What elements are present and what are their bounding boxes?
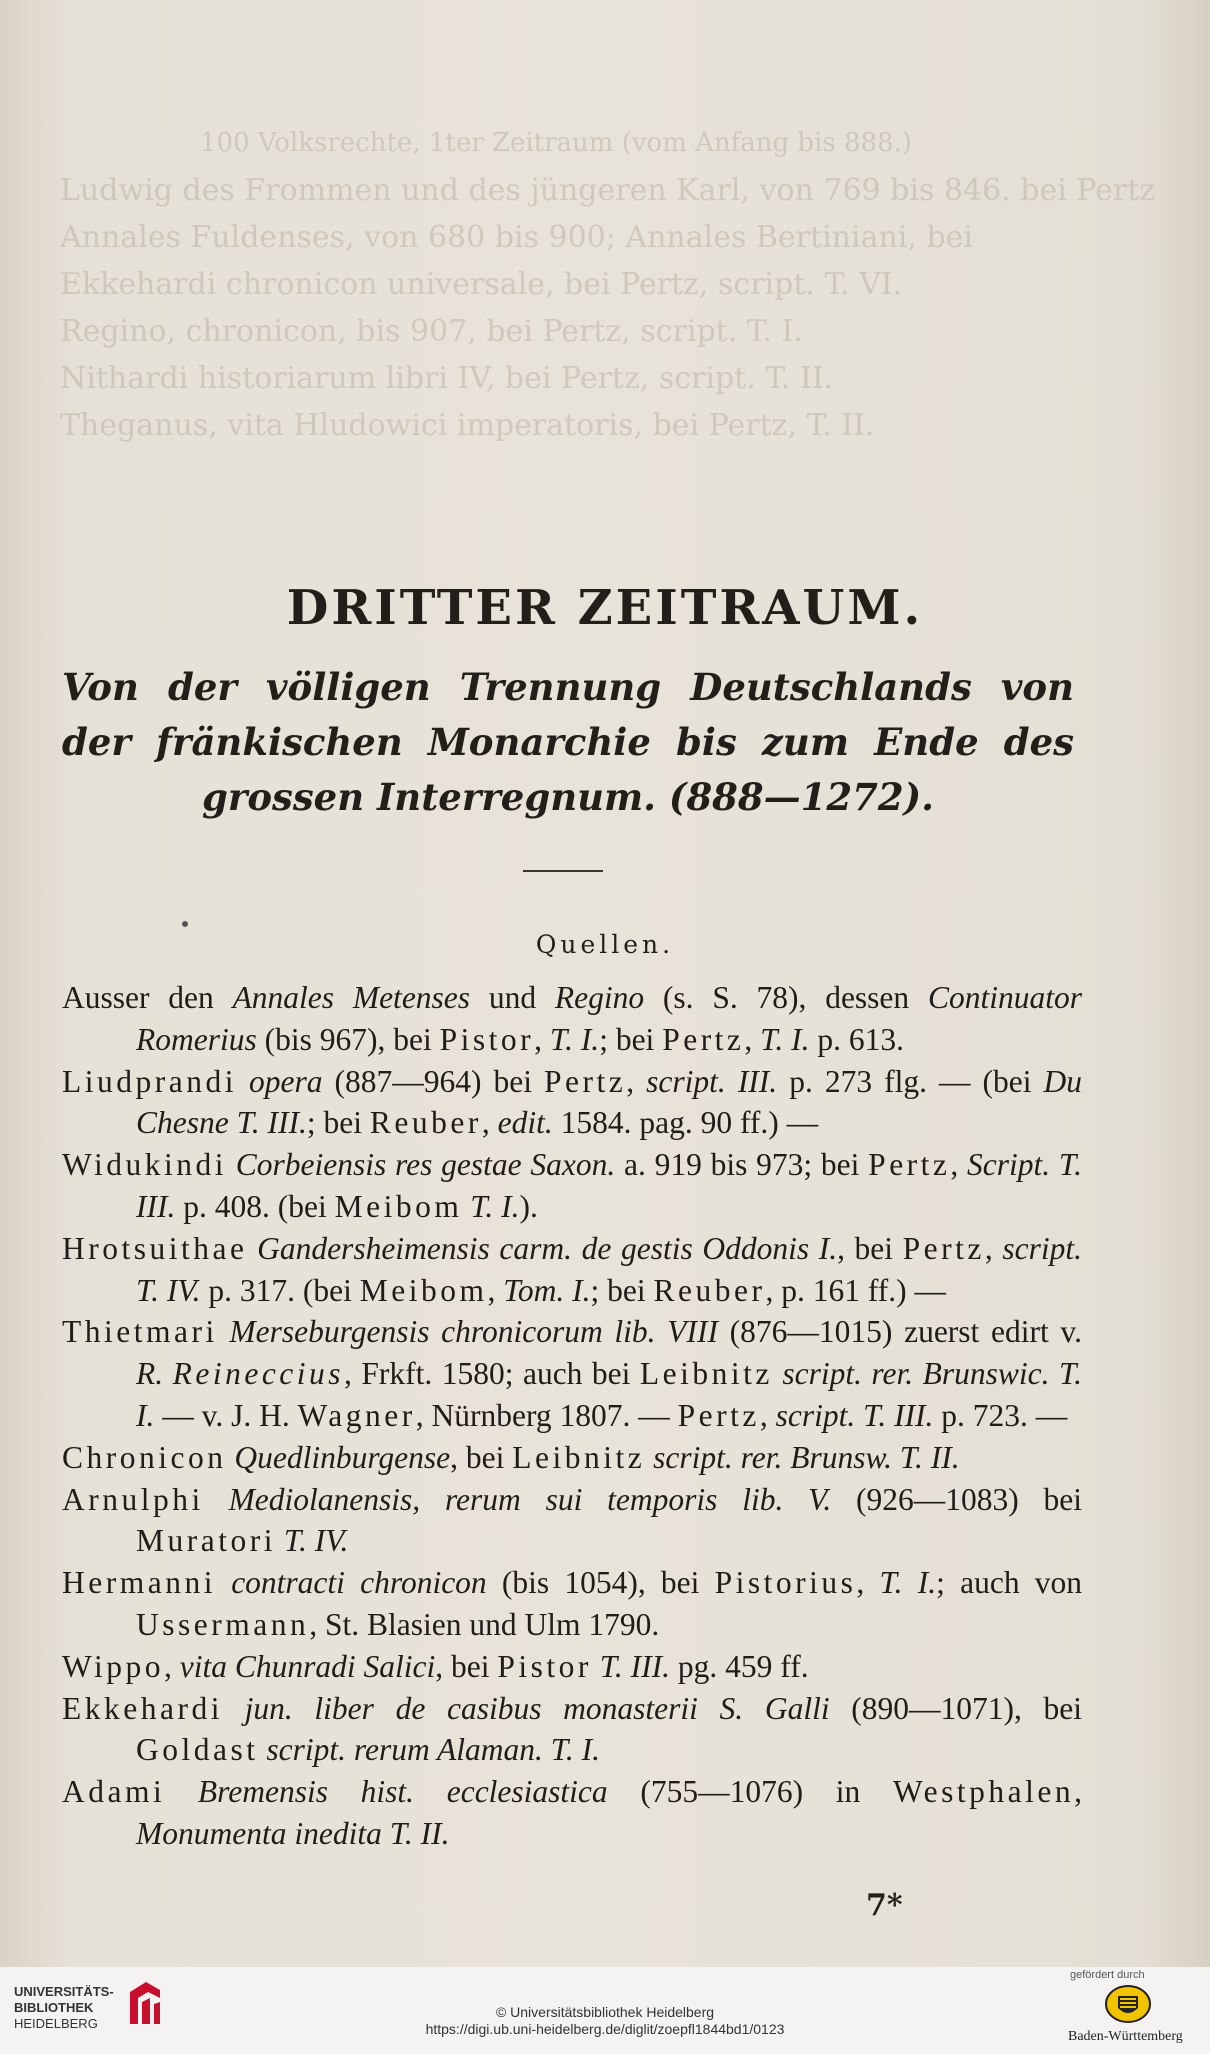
entry-author-spaced: Reuber <box>653 1272 766 1308</box>
entry-title-italic: vita Chunradi Salici <box>179 1648 436 1684</box>
entry-text: p. 613. <box>809 1021 904 1057</box>
entry-text: , p. 161 ff.) — <box>765 1272 946 1308</box>
entry-text <box>204 1482 229 1517</box>
entry-text: , St. Blasien und Ulm 1790. <box>309 1606 660 1642</box>
entry-author-spaced: Muratori <box>136 1523 276 1559</box>
entry-text: (s. S. 78), dessen <box>644 980 928 1015</box>
entry-text: (876—1015) zuerst edirt v. <box>717 1314 1083 1350</box>
entry-author-spaced: Liudprandi <box>62 1063 237 1099</box>
entry-author-spaced: Ekkehardi <box>62 1690 223 1726</box>
entry-text <box>165 1774 198 1809</box>
entry-text <box>773 1356 782 1391</box>
entry-text: p. 723. — <box>933 1397 1068 1433</box>
entry-text: , Nürnberg 1807. — <box>415 1397 678 1433</box>
entry-author-spaced: Wippo <box>62 1648 164 1684</box>
entry-text: (890—1071), bei <box>829 1690 1083 1726</box>
entry-author-spaced: Pistorius <box>714 1565 857 1601</box>
entry-author-spaced: Meibom <box>359 1272 488 1308</box>
entry-title-italic: R. <box>136 1356 164 1392</box>
entry-title-italic: script. rerum Alaman. T. I. <box>266 1732 601 1768</box>
entry-author-spaced: Widukindi <box>62 1147 227 1183</box>
entry-title-italic: Annales Metenses <box>232 980 471 1015</box>
source-entry <box>62 1311 1082 1436</box>
entry-title-italic: T. I. <box>470 1188 520 1224</box>
library-name-line: UNIVERSITÄTS- <box>14 1984 114 1999</box>
entry-author-spaced: Pertz <box>662 1021 745 1057</box>
entry-text: , bei <box>435 1648 498 1684</box>
entry-text: (bis 1054), bei <box>486 1565 715 1601</box>
entry-title-italic: Gandersheimensis carm. de gestis Oddonis I. <box>257 1230 838 1266</box>
entry-author-spaced: Adami <box>62 1774 166 1810</box>
entry-text: , bei <box>837 1230 903 1266</box>
entry-author-spaced: Ussermann <box>136 1606 310 1642</box>
source-entry <box>62 1688 1082 1772</box>
entry-title-italic: script. III. <box>646 1063 778 1099</box>
entry-text <box>218 1314 230 1349</box>
entry-author-spaced: Wagner <box>297 1397 416 1433</box>
entry-text: , <box>481 1105 498 1141</box>
entry-title-italic: Monumenta inedita T. II. <box>136 1815 450 1851</box>
bleed-header: 100 Volksrechte, 1ter Zeitraum (vom Anfang bis 888.) <box>200 128 913 158</box>
entry-text: pg. 459 ff. <box>670 1648 809 1684</box>
entry-text: (887—964) bei <box>322 1063 545 1099</box>
entry-text: , <box>163 1648 180 1684</box>
entry-title-italic: Regino <box>554 980 645 1015</box>
entry-title-italic: Du Chesne T. III. <box>136 1063 1083 1141</box>
entry-author-spaced: Pertz <box>868 1147 951 1183</box>
entry-author-spaced: Goldast <box>136 1732 259 1768</box>
entry-title-italic: edit. <box>497 1105 553 1141</box>
entry-text: ). <box>519 1188 538 1224</box>
source-entry <box>62 1228 1082 1312</box>
sponsor-label: gefördert durch <box>1070 1969 1145 1981</box>
entry-author-spaced: Chronicon <box>62 1439 227 1475</box>
entry-title-italic: Mediolanensis, rerum sui temporis lib. V. <box>228 1481 832 1517</box>
entry-text <box>223 1691 245 1726</box>
permalink-url[interactable]: https://digi.ub.uni-heidelberg.de/diglit/zoepfl1844bd1/0123 <box>425 2021 785 2037</box>
entry-title-italic: script. rer. Brunsw. T. II. <box>653 1439 960 1475</box>
bleed-line: Theganus, vita Hludowici imperatoris, bei Pertz, T. II. <box>60 408 875 443</box>
entry-text: , <box>487 1272 504 1308</box>
source-list <box>62 977 1082 1855</box>
bleed-through-text <box>0 120 1210 449</box>
entry-author-spaced: Hrotsuithae <box>62 1230 248 1266</box>
entry-text: — v. J. H. <box>154 1397 298 1433</box>
bleed-line: Ludwig des Frommen und des jüngeren Karl, von 769 bis 846. bei Pertz <box>60 173 1156 208</box>
entry-text: , <box>856 1565 880 1601</box>
entry-author-spaced: Meibom <box>334 1188 463 1224</box>
entry-title-italic: Continuator Romerius <box>136 980 1082 1057</box>
source-entry <box>62 1562 1082 1646</box>
source-entry <box>62 1771 1082 1855</box>
entry-text: ; auch von <box>936 1565 1083 1601</box>
entry-text: ; bei <box>599 1021 663 1057</box>
ink-speck <box>182 921 188 927</box>
entry-text: ; bei <box>306 1105 370 1141</box>
entry-title-italic: Merseburgensis chronicorum lib. VIII <box>229 1314 718 1350</box>
entry-text: , <box>534 1021 550 1057</box>
entry-author-spaced: Reuber <box>369 1105 482 1141</box>
entry-text <box>227 1147 236 1182</box>
entry-text <box>216 1565 231 1600</box>
entry-title-italic: T. I. <box>760 1021 810 1057</box>
entry-title-italic: T. I. <box>549 1021 600 1057</box>
bleed-line: Nithardi historiarum libri IV, bei Pertz, script. T. II. <box>60 361 834 396</box>
entry-text: , <box>984 1230 1003 1266</box>
sponsor-name[interactable]: Baden-Württemberg <box>1068 2029 1183 2044</box>
entry-author-spaced: Pertz <box>544 1063 627 1099</box>
entry-title-italic: T. III. <box>599 1648 671 1684</box>
entry-author-spaced: Hermanni <box>62 1565 216 1601</box>
entry-text: , Frkft. 1580; auch bei <box>344 1356 640 1392</box>
entry-text: p. 408. (bei <box>175 1188 335 1224</box>
entry-text: , <box>626 1063 647 1099</box>
entry-title-italic: Tom. I. <box>503 1272 591 1308</box>
entry-text: und <box>470 980 555 1015</box>
entry-text: 1584. pag. 90 ff.) — <box>552 1105 819 1141</box>
source-entry <box>62 1646 1082 1688</box>
entry-text: (bis 967), bei <box>256 1021 440 1057</box>
entry-text: p. 317. (bei <box>200 1272 360 1308</box>
entry-title-italic: Script. T. III. <box>136 1147 1082 1224</box>
source-entry <box>62 1479 1082 1563</box>
entry-text: (755—1076) in <box>607 1774 893 1810</box>
entry-title-italic: Bremensis hist. ecclesiastica <box>197 1774 608 1810</box>
entry-title-italic: T. I. <box>879 1565 937 1601</box>
entry-author-spaced: Pistor <box>439 1021 535 1057</box>
entry-title-italic: Quedlinburgense <box>234 1439 451 1475</box>
entry-author-spaced: Pertz <box>902 1230 985 1266</box>
entry-title-italic: Corbeiensis res gestae Saxon. <box>235 1147 616 1183</box>
entry-text: a. 919 bis 973; bei <box>615 1147 869 1183</box>
entry-text <box>237 1064 249 1099</box>
entry-title-italic: T. IV. <box>283 1523 349 1559</box>
library-name-line: HEIDELBERG <box>14 2016 98 2031</box>
entry-author-spaced: Reineccius <box>172 1356 345 1392</box>
entry-author-spaced: Leibnitz <box>639 1356 773 1392</box>
entry-text <box>247 1231 257 1266</box>
source-entry <box>62 1144 1082 1228</box>
entry-author-spaced: Arnulphi <box>62 1481 204 1517</box>
entry-text: , bei <box>450 1439 513 1475</box>
entry-text <box>645 1440 653 1475</box>
entry-author-spaced: Pistor <box>497 1648 592 1684</box>
entry-text: , <box>759 1397 776 1433</box>
entry-author-spaced: Leibnitz <box>512 1439 646 1475</box>
entry-text: p. 273 flg. — (bei <box>777 1063 1044 1099</box>
entry-text: , <box>1074 1774 1082 1810</box>
entry-author-spaced: Pertz <box>677 1397 760 1433</box>
bleed-line: Annales Fuldenses, von 680 bis 900; Annales Bertiniani, bei <box>60 220 974 255</box>
entry-author-spaced: Westphalen <box>892 1774 1075 1810</box>
bleed-line: Regino, chronicon, bis 907, bei Pertz, script. T. I. <box>60 314 803 349</box>
source-entry <box>62 977 1082 1061</box>
entry-text <box>592 1649 600 1684</box>
viewer-footer <box>0 1967 1210 2054</box>
chapter-title: DRITTER ZEITRAUM. <box>286 580 924 636</box>
bleed-line: Ekkehardi chronicon universale, bei Pertz, script. T. VI. <box>60 267 903 302</box>
source-entry <box>62 1437 1082 1479</box>
entry-text: , <box>744 1021 761 1057</box>
library-name-line: BIBLIOTHEK <box>14 2000 94 2015</box>
copyright-notice: © Universitätsbibliothek Heidelberg <box>495 2004 715 2020</box>
entry-title-italic: jun. liber de casibus monasterii S. Galli <box>244 1690 830 1726</box>
entry-text: (926—1083) bei <box>831 1481 1083 1517</box>
entry-text <box>276 1523 284 1558</box>
section-heading: Quellen. <box>535 930 675 959</box>
divider-rule <box>523 870 603 872</box>
entry-text <box>163 1356 172 1391</box>
entry-text: , <box>950 1147 968 1183</box>
entry-title-italic: script. rer. Brunswic. T. I. <box>136 1356 1083 1433</box>
entry-title-italic: script. T. III. <box>775 1397 934 1433</box>
state-emblem-icon[interactable] <box>1104 1984 1152 2024</box>
source-entry <box>62 1061 1082 1145</box>
entry-text: ; bei <box>590 1272 654 1308</box>
entry-author-spaced: Thietmari <box>62 1314 218 1350</box>
entry-title-italic: contracti chronicon <box>231 1565 487 1601</box>
chapter-subtitle: Von der völligen Trennung Deutschlands von der fränkischen Monarchie bis zum Ende des grossen Interregnum. (888—1272). <box>62 665 1074 819</box>
entry-text: Ausser den <box>62 980 233 1015</box>
signature-mark: 7* <box>866 1888 903 1923</box>
entry-title-italic: script. T. IV. <box>136 1230 1083 1308</box>
entry-title-italic: opera <box>249 1063 323 1099</box>
